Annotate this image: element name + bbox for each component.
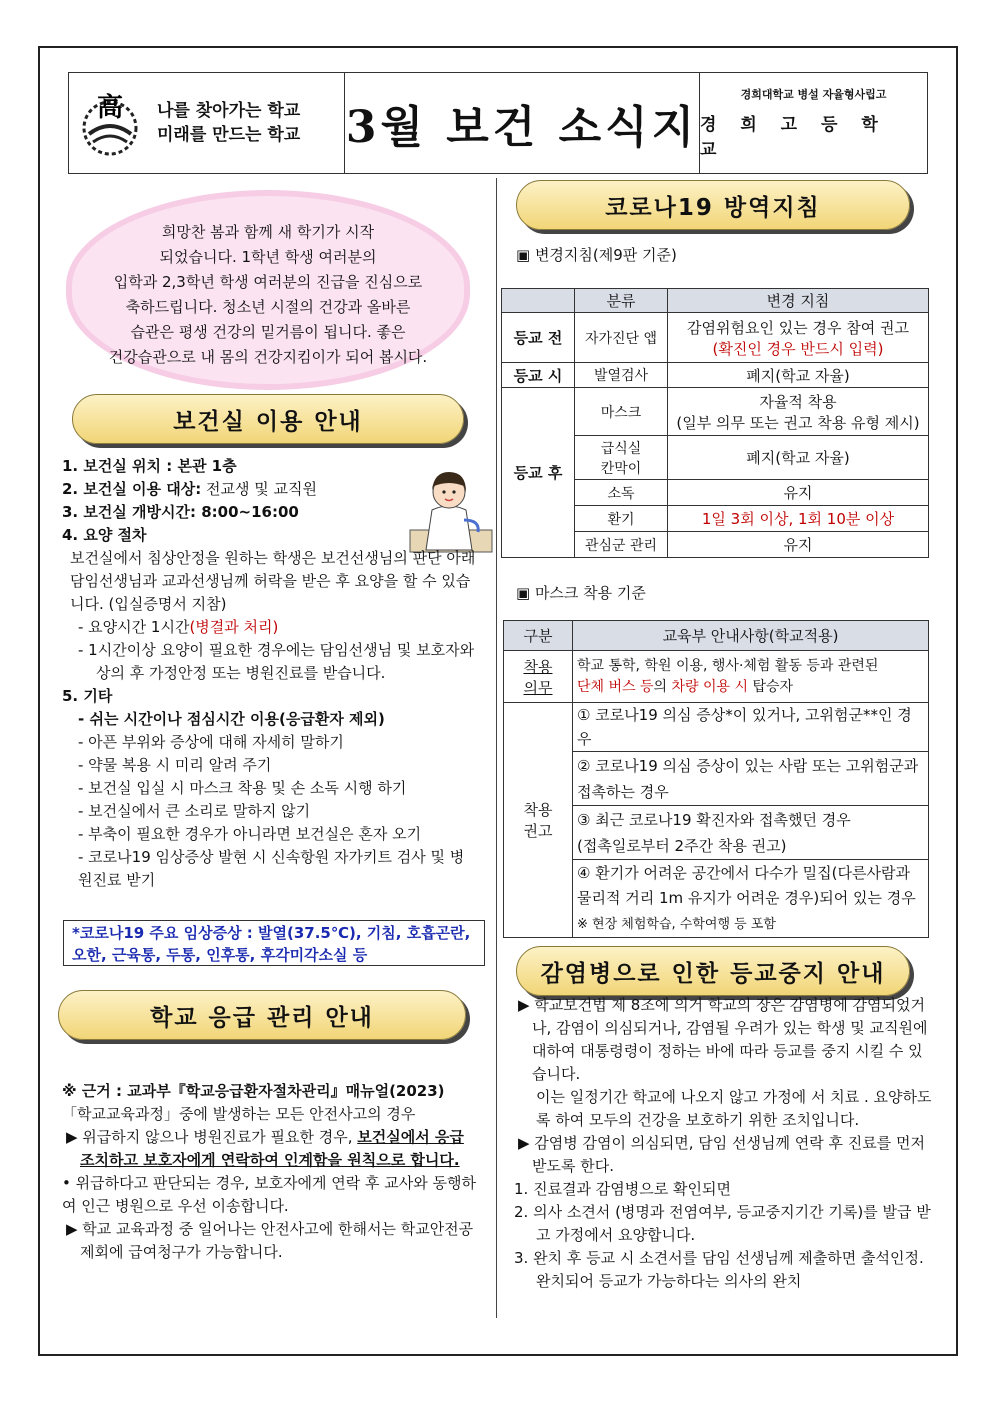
hours-item: 3. 보건실 개방시간: 8:00~16:00 bbox=[62, 503, 299, 521]
welcome-text bbox=[72, 220, 464, 370]
etc-item: - 코로나19 임상증상 발현 시 신속항원 자가키트 검사 및 병원진료 받기 bbox=[78, 848, 465, 889]
cell-guideline: 폐지(학교 자율) bbox=[668, 436, 929, 480]
emergency-scope: 「학교교육과정」중에 발생하는 모든 안전사고의 경우 bbox=[62, 1105, 416, 1123]
cell-category: 관심군 관리 bbox=[575, 532, 668, 558]
covid-subheading-1: ▣ 변경지침(제9판 기준) bbox=[516, 246, 677, 264]
welcome-line: 입학과 2,3학년 학생 여러분의 진급을 진심으로 bbox=[113, 273, 423, 291]
motto-1: 나를 찾아가는 학교 bbox=[157, 101, 301, 121]
recommended-case: ② 코로나19 의심 증상이 있는 사람 또는 고위험군과 접촉하는 경우 bbox=[573, 752, 929, 806]
absence-suspected: ▶ 감염병 감염이 의심되면, 담임 선생님께 연락 후 진료를 먼저 받도록 한다. bbox=[518, 1134, 925, 1175]
long-rest-note: - 1시간이상 요양이 필요한 경우에는 담임선생님 및 보호자와 상의 후 가정안정 또는 병원진료를 받습니다. bbox=[78, 641, 475, 682]
etc-item: - 보건실 입실 시 마스크 착용 및 손 소독 시행 하기 bbox=[78, 779, 407, 797]
absence-step: 1. 진료결과 감염병으로 확인되면 bbox=[514, 1180, 731, 1198]
cell-guideline: 유지 bbox=[668, 532, 929, 558]
target-item: 2. 보건실 이용 대상: 전교생 및 교직원 bbox=[62, 480, 317, 498]
health-room-banner: 보건실 이용 안내 bbox=[72, 394, 464, 444]
welcome-message bbox=[72, 196, 464, 384]
mandatory-label: 착용 의무 bbox=[504, 651, 573, 703]
rest-time-note: - 요양시간 1시간(병결과 처리) bbox=[78, 618, 279, 636]
etc-item: - 약물 복용 시 미리 알려 주기 bbox=[78, 756, 272, 774]
table-head: 변경 지침 bbox=[668, 289, 929, 313]
etc-item: - 보건실에서 큰 소리로 말하지 않기 bbox=[78, 802, 311, 820]
etc-heading: 5. 기타 bbox=[62, 687, 113, 705]
mask-policy-table bbox=[503, 620, 929, 938]
school-subtitle: 경희대학교 병설 자율형사립고 bbox=[740, 88, 887, 101]
cell-guideline: 폐지(학교 자율) bbox=[668, 363, 929, 388]
cell-category: 소독 bbox=[575, 480, 668, 506]
welcome-line: 건강습관으로 내 몸의 건강지킴이가 되어 봅시다. bbox=[108, 348, 428, 366]
emergency-content bbox=[62, 1080, 476, 1264]
svg-text:高: 高 bbox=[96, 93, 124, 123]
header-box bbox=[68, 72, 928, 174]
etc-item: - 아픈 부위와 증상에 대해 자세히 말하기 bbox=[78, 733, 344, 751]
table-head: 구분 bbox=[504, 621, 573, 651]
welcome-line: 습관은 평생 건강의 밑거름이 됩니다. 좋은 bbox=[130, 323, 406, 341]
absence-purpose: 이는 일정기간 학교에 나오지 않고 가정에 서 치료 . 요양하도록 하여 모두의 건강을 보호하기 위한 조치입니다. bbox=[536, 1088, 932, 1129]
etc-item: - 부축이 필요한 경우가 아니라면 보건실은 혼자 오기 bbox=[78, 825, 422, 843]
column-divider bbox=[496, 178, 497, 1318]
emergency-banner: 학교 응급 관리 안내 bbox=[58, 990, 466, 1040]
table-head: 교육부 안내사항(학교적용) bbox=[573, 621, 929, 651]
absence-step: 2. 의사 소견서 (병명과 전염여부, 등교중지기간 기록)를 발급 받고 가정에서 요양합니다. bbox=[514, 1203, 931, 1244]
table-head: 분류 bbox=[575, 289, 668, 313]
recommended-label: 착용 권고 bbox=[504, 703, 573, 938]
recommended-case: ① 코로나19 의심 증상*이 있거나, 고위험군**인 경우 bbox=[573, 703, 929, 752]
school-mottos bbox=[157, 99, 300, 147]
location-item: 1. 보건실 위치 : 본관 1층 bbox=[62, 457, 237, 475]
cell-guideline: 자율적 착용 (일부 의무 또는 권고 착용 유형 제시) bbox=[668, 388, 929, 436]
procedure-heading: 4. 요양 절차 bbox=[62, 526, 147, 544]
emergency-point-3: ▶ 학교 교육과정 중 일어나는 안전사고에 한해서는 학교안전공제회에 급여청구가 가능합니다. bbox=[66, 1220, 474, 1261]
school-emblem bbox=[75, 88, 145, 158]
cell-category: 자가진단 앱 bbox=[575, 313, 668, 363]
covid-guideline-table bbox=[501, 288, 929, 558]
absence-banner: 감염병으로 인한 등교중지 안내 bbox=[516, 946, 910, 996]
recommended-case: ③ 최근 코로나19 확진자와 접촉했던 경우 (접촉일로부터 2주간 착용 권고) bbox=[573, 806, 929, 860]
cell-category: 발열검사 bbox=[575, 363, 668, 388]
recommended-case: ④ 환기가 어려운 공간에서 다수가 밀집(다른사람과 물리적 거리 1m 유지가 어려운 경우)되어 있는 경우 ※ 현장 체험학습, 수학여행 등 포함 bbox=[573, 860, 929, 938]
mandatory-desc: 학교 통학, 학원 이용, 행사·체험 활동 등과 관련된 단체 버스 등의 차량 이용 시 탑승자 bbox=[573, 651, 929, 703]
covid-subheading-2: ▣ 마스크 착용 기준 bbox=[516, 584, 646, 602]
welcome-line: 축하드립니다. 청소년 시절의 건강과 올바른 bbox=[125, 298, 411, 316]
group-arrival: 등교 시 bbox=[502, 363, 575, 388]
emergency-point-1: ▶ 위급하지 않으나 병원진료가 필요한 경우, 보건실에서 응급조치하고 보호자에게 연락하여 인계함을 원칙으로 합니다. bbox=[66, 1128, 464, 1169]
cell-category: 급식실 칸막이 bbox=[575, 436, 668, 480]
group-after: 등교 후 bbox=[502, 388, 575, 558]
emergency-basis: ※ 근거 : 교과부『학교응급환자절차관리』매뉴얼(2023) bbox=[62, 1082, 445, 1100]
cell-category: 마스크 bbox=[575, 388, 668, 436]
cell-category: 환기 bbox=[575, 506, 668, 532]
procedure-description: 보건실에서 침상안정을 원하는 학생은 보건선생님의 판단 아래 담임선생님과 교과선생님께 허락을 받은 후 요양을 할 수 있습니다. (입실증명서 지참) bbox=[70, 549, 476, 613]
group-before: 등교 전 bbox=[502, 313, 575, 363]
health-room-content bbox=[62, 455, 476, 892]
header-left bbox=[69, 73, 345, 173]
motto-2: 미래를 만드는 학교 bbox=[157, 125, 301, 145]
welcome-line: 희망찬 봄과 함께 새 학기가 시작 bbox=[161, 223, 375, 241]
cell-guideline: 1일 3회 이상, 1회 10분 이상 bbox=[668, 506, 929, 532]
newsletter-title: 3월 보건 소식지 bbox=[345, 73, 700, 173]
etc-item: - 쉬는 시간이나 점심시간 이용(응급환자 제외) bbox=[78, 710, 385, 728]
table-head-blank bbox=[502, 289, 575, 313]
absence-step: 3. 완치 후 등교 시 소견서를 담임 선생님께 제출하면 출석인정. 완치되어 등교가 가능하다는 의사의 완치 bbox=[514, 1249, 924, 1290]
absence-law: ▶ 학교보건법 제 8조에 의거 학교의 장은 감염병에 감염되었거나, 감염이 의심되거나, 감염될 우려가 있는 학생 및 교직원에 대하여 대통령령이 정하는 바에 따라 등교를 중지 시킬 수 있습니다. bbox=[518, 996, 928, 1083]
cell-guideline: 유지 bbox=[668, 480, 929, 506]
cell-guideline: 감염위험요인 있는 경우 참여 권고 (확진인 경우 반드시 입력) bbox=[668, 313, 929, 363]
school-info bbox=[700, 73, 927, 173]
school-name: 경 희 고 등 학 교 bbox=[700, 115, 887, 160]
emergency-point-2: • 위급하다고 판단되는 경우, 보호자에게 연락 후 교사와 동행하여 인근 병원으로 우선 이송합니다. bbox=[62, 1174, 477, 1215]
absence-content bbox=[514, 994, 932, 1293]
covid-banner: 코로나19 방역지침 bbox=[516, 180, 910, 230]
covid-symptoms-box: *코로나19 주요 임상증상 : 발열(37.5℃), 기침, 호흡곤란, 오한, 근육통, 두통, 인후통, 후각미각소실 등 bbox=[63, 920, 485, 966]
welcome-line: 되었습니다. 1학년 학생 여러분의 bbox=[159, 248, 377, 266]
